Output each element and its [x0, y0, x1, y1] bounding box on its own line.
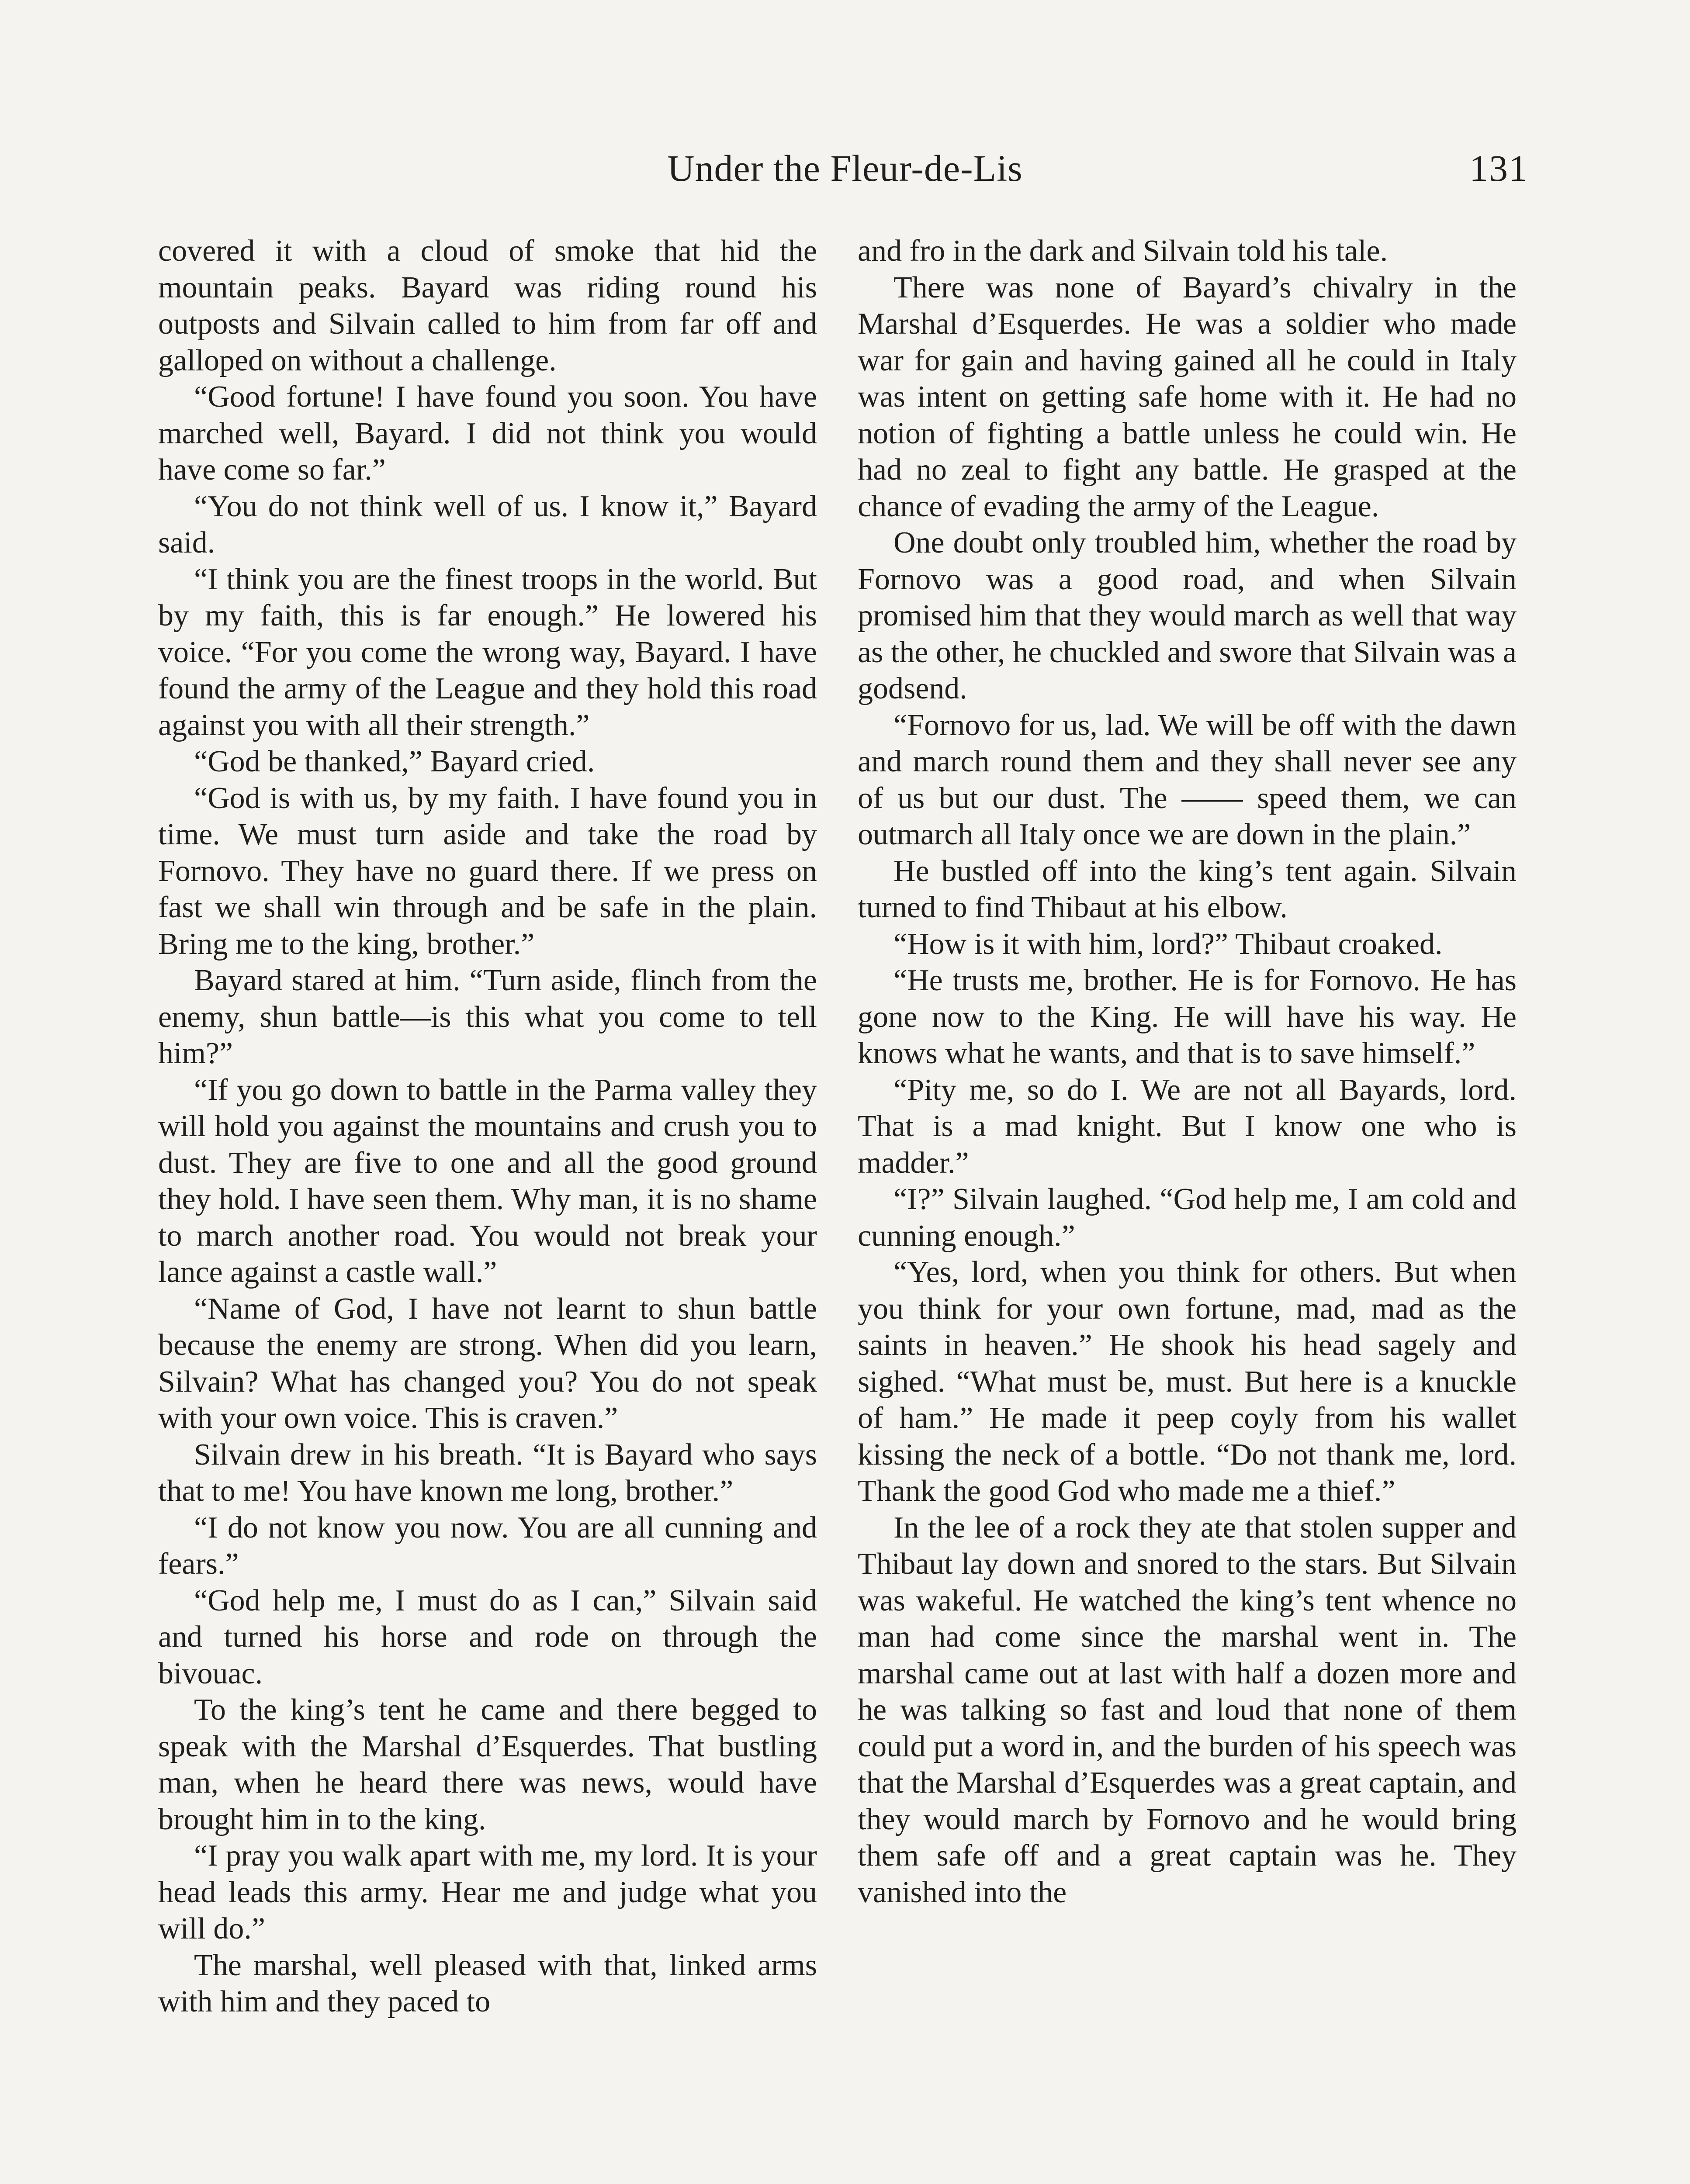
paragraph: “Good fortune! I have found you soon. You have marched well, Bayard. I did not think you would have come so far.”: [158, 380, 817, 487]
paragraph: Bayard stared at him. “Turn aside, flinch from the enemy, shun battle—is this what you come to tell him?”: [158, 964, 817, 1070]
paragraph: One doubt only troubled him, whether the road by Fornovo was a good road, and when Silvain promised him that they would march as well that way as the other, he chuckled and swore that Silvain was a godsend.: [858, 526, 1517, 705]
left-column: [158, 233, 817, 2020]
running-title: Under the Fleur-de-Lis: [667, 147, 1023, 189]
paragraph: “God is with us, by my faith. I have found you in time. We must turn aside and take the road by Fornovo. They have no guard there. If we press on fast we shall win through and be safe in the plain. Bring me to the king, brother.”: [158, 781, 817, 961]
page-number: 131: [1469, 147, 1528, 189]
paragraph: “I pray you walk apart with me, my lord. It is your head leads this army. Hear me and judge what you will do.”: [158, 1839, 817, 1946]
paragraph: To the king’s tent he came and there begged to speak with the Marshal d’Esquerdes. That bustling man, when he heard there was news, would have brought him in to the king.: [158, 1693, 817, 1836]
paragraph: “God be thanked,” Bayard cried.: [194, 745, 595, 778]
paragraph: “I do not know you now. You are all cunning and fears.”: [158, 1510, 817, 1581]
paragraph: “God help me, I must do as I can,” Silvain said and turned his horse and rode on through the bivouac.: [158, 1583, 817, 1690]
paragraph: covered it with a cloud of smoke that hid the mountain peaks. Bayard was riding round his outposts and Silvain called to him from far off and galloped on without a challenge.: [158, 234, 817, 377]
paragraph: “Name of God, I have not learnt to shun battle because the enemy are strong. When did you learn, Silvain? What has changed you? You do not speak with your own voice. This is craven.”: [158, 1292, 817, 1435]
paragraph: “Fornovo for us, lad. We will be off with the dawn and march round them and they shall never see any of us but our dust. The —— speed them, we can outmarch all Italy once we are down in the plain.”: [858, 708, 1517, 851]
paragraph: “You do not think well of us. I know it,” Bayard said.: [158, 489, 817, 560]
right-column: [858, 233, 1517, 1911]
paragraph: In the lee of a rock they ate that stolen supper and Thibaut lay down and snored to the stars. But Silvain was wakeful. He watched the king’s tent whence no man had come since the marshal went in. The marshal came out at last with half a dozen more and he was talking so fast and loud that none of them could put a word in, and the burden of his speech was that the Marshal d’Esquerdes was a great captain, and they would march by Fornovo and he would bring them safe off and a great captain was he. They vanished into the: [858, 1510, 1517, 1909]
paragraph: “He trusts me, brother. He is for Fornovo. He has gone now to the King. He will have his way. He knows what he wants, and that is to save himself.”: [858, 964, 1517, 1070]
paragraph: “How is it with him, lord?” Thibaut croaked.: [893, 927, 1443, 961]
paragraph: There was none of Bayard’s chivalry in the Marshal d’Esquerdes. He was a soldier who made war for gain and having gained all he could in Italy was intent on getting safe home with it. He had no notion of fighting a battle unless he could win. He had no zeal to fight any battle. He grasped at the chance of evading the army of the League.: [858, 270, 1517, 523]
paragraph: “Pity me, so do I. We are not all Bayards, lord. That is a mad knight. But I know one who is madder.”: [858, 1073, 1517, 1180]
paragraph: He bustled off into the king’s tent again. Silvain turned to find Thibaut at his elbow.: [858, 854, 1517, 924]
paragraph: “Yes, lord, when you think for others. But when you think for your own fortune, mad, mad as the saints in heaven.” He shook his head sagely and sighed. “What must be, must. But here is a knuckle of ham.” He made it peep coyly from his wallet kissing the neck of a bottle. “Do not thank me, lord. Thank the good God who made me a thief.”: [858, 1255, 1517, 1508]
paragraph: “If you go down to battle in the Parma valley they will hold you against the mountains and crush you to dust. They are five to one and all the good ground they hold. I have seen them. Why man, it is no shame to march another road. You would not break your lance against a castle wall.”: [158, 1073, 817, 1289]
paragraph: Silvain drew in his breath. “It is Bayard who says that to me! You have known me long, brother.”: [158, 1438, 817, 1508]
paragraph: and fro in the dark and Silvain told his tale.: [858, 234, 1388, 268]
paragraph: The marshal, well pleased with that, linked arms with him and they paced to: [158, 1948, 817, 2018]
page-header: [0, 144, 1690, 192]
paragraph: “I?” Silvain laughed. “God help me, I am cold and cunning enough.”: [858, 1182, 1517, 1253]
paragraph: “I think you are the finest troops in the world. But by my faith, this is far enough.” He lowered his voice. “For you come the wrong way, Bayard. I have found the army of the League and they hold this road against you with all their strength.”: [158, 562, 817, 742]
